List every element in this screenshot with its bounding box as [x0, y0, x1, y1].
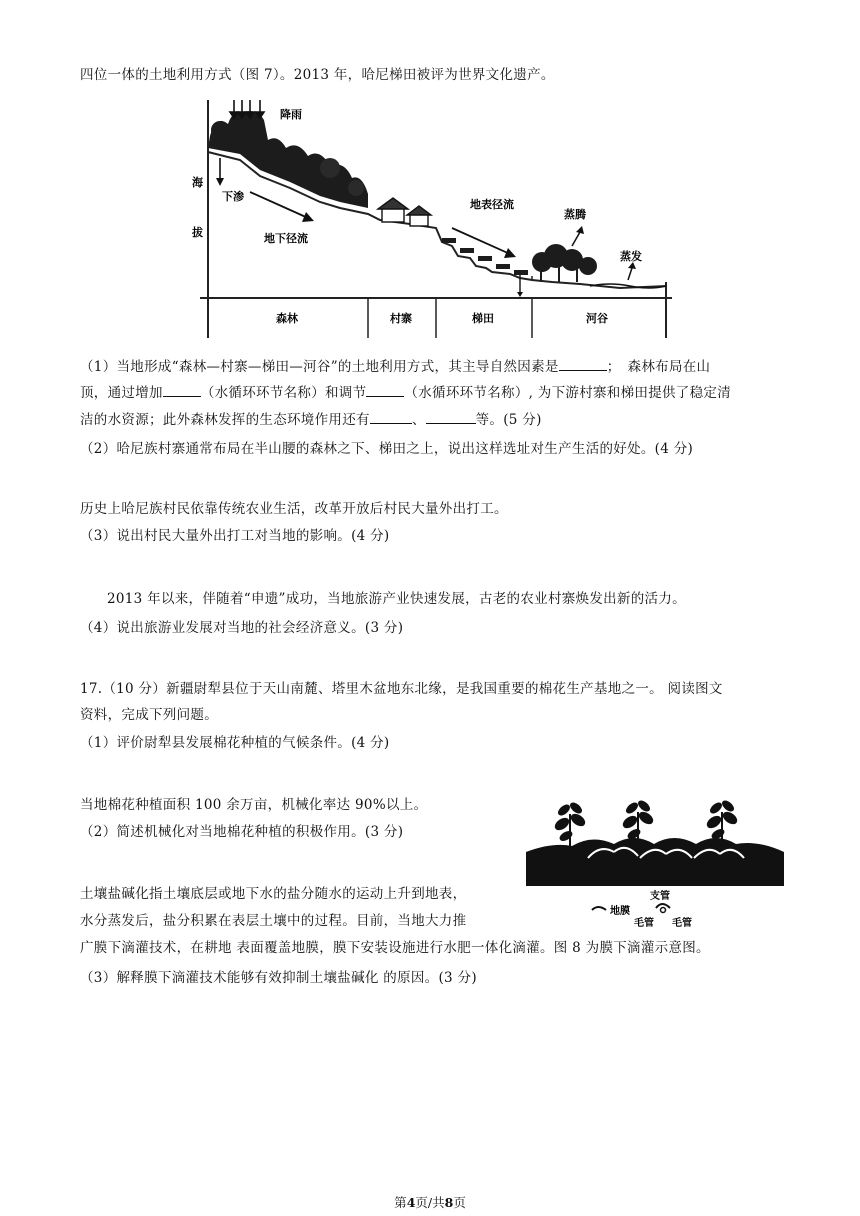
label-elevation-2: 拔	[192, 226, 203, 239]
q16-3: （3）说出村民大量外出打工对当地的影响。(4 分)	[80, 528, 390, 544]
paragraph-tourism: 2013 年以来，伴随着“申遗”成功，当地旅游产业快速发展，古老的农业村寨焕发出新的活力。	[107, 591, 686, 607]
zone-terrace: 梯田	[472, 312, 494, 325]
figure-8-drip-irrigation-diagram	[522, 800, 786, 930]
answer-blank[interactable]	[370, 409, 412, 424]
q17-intro-line1: 17.（10 分）新疆尉犁县位于天山南麓、塔里木盆地东北缘，是我国重要的棉花生产基地之一。 阅读图文	[80, 681, 723, 697]
label-capillary-left: 毛管	[634, 918, 654, 929]
paragraph-salinization-1: 土壤盐碱化指土壤底层或地下水的盐分随水的运动上升到地表，	[80, 886, 467, 902]
q17-1: （1）评价尉犁县发展棉花种植的气候条件。(4 分)	[80, 735, 390, 751]
q17-3: （3）解释膜下滴灌技术能够有效抑制土壤盐碱化 的原因。(3 分)	[80, 970, 477, 986]
q17-intro-line2: 资料，完成下列问题。	[80, 707, 218, 723]
current-page-number: 4	[406, 1195, 416, 1210]
q16-2: （2）哈尼族村寨通常布局在半山腰的森林之下、梯田之上，说出这样选址对生产生活的好处。(4 分)	[80, 441, 694, 457]
label-groundwater-runoff: 地下径流	[264, 232, 308, 245]
page-footer: 第4页/共8页	[394, 1195, 466, 1210]
label-transpiration: 蒸腾	[564, 208, 586, 221]
label-rain: 降雨	[280, 108, 302, 121]
q16-4: （4）说出旅游业发展对当地的社会经济意义。(3 分)	[80, 620, 404, 636]
label-capillary-right: 毛管	[672, 918, 692, 929]
label-seepage: 下渗	[222, 190, 244, 203]
q16-1-line3: 洁的水资源；此外森林发挥的生态环境作用还有 、 等。(5 分)	[80, 409, 542, 429]
figure-7-land-use-diagram	[180, 96, 680, 341]
paragraph-salinization-2: 水分蒸发后，盐分积累在表层土壤中的过程。目前，当地大力推	[80, 913, 467, 929]
answer-blank[interactable]	[366, 382, 404, 397]
answer-blank[interactable]	[559, 356, 607, 371]
label-surface-runoff: 地表径流	[470, 198, 514, 211]
zone-village: 村寨	[390, 312, 412, 325]
answer-blank[interactable]	[426, 409, 476, 424]
q16-1-line1: （1）当地形成“森林—村寨—梯田—河谷”的土地利用方式，其主导自然因素是 ； 森林布局在山	[80, 356, 710, 376]
paragraph-cotton-area: 当地棉花种植面积 100 余万亩，机械化率达 90%以上。	[80, 797, 428, 813]
q17-2: （2）简述机械化对当地棉花种植的积极作用。(3 分)	[80, 824, 404, 840]
label-film: 地膜	[610, 906, 630, 917]
label-elevation-1: 海	[192, 176, 203, 189]
zone-valley: 河谷	[586, 312, 608, 325]
q16-1-line2: 顶，通过增加 （水循环环节名称）和调节 （水循环环节名称）, 为下游村寨和梯田提供了稳定清	[80, 382, 731, 402]
label-branch-pipe: 支管	[650, 891, 670, 902]
intro-text: 四位一体的土地利用方式（图 7）。2013 年，哈尼梯田被评为世界文化遗产。	[80, 67, 555, 83]
answer-blank[interactable]	[163, 382, 201, 397]
zone-forest: 森林	[276, 312, 298, 325]
total-page-number: 8	[444, 1195, 454, 1210]
label-evaporation: 蒸发	[620, 250, 642, 263]
paragraph-history: 历史上哈尼族村民依靠传统农业生活，改革开放后村民大量外出打工。	[80, 501, 508, 517]
paragraph-salinization-3: 广膜下滴灌技术，在耕地 表面覆盖地膜，膜下安装设施进行水肥一体化滴灌。图 8 为膜下滴灌示意图。	[80, 940, 710, 956]
